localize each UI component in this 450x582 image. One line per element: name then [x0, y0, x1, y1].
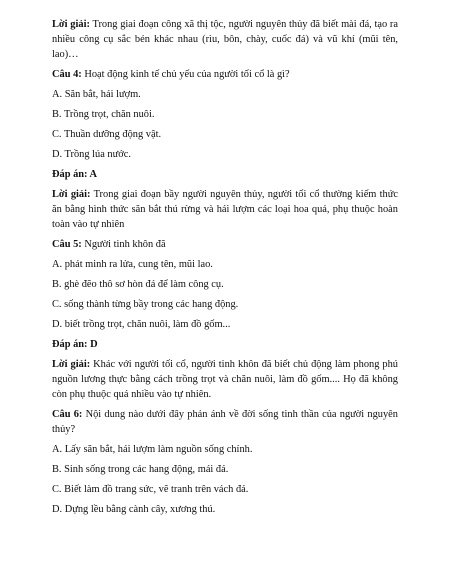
question-label: Câu 6: [52, 409, 83, 420]
option-c: C. Thuần dưỡng động vật. [52, 129, 162, 140]
option-d: D. biết trồng trọt, chăn nuôi, làm đồ gốm... [52, 319, 231, 330]
solution-text: còn phụ thuộc quá nhiều vào tự nhiên. [52, 389, 212, 400]
question-6: Câu 6: Nội dung nào dưới đây phản ánh về đời sống tinh thần của người nguyên [52, 409, 398, 420]
solution-text: lao)… [52, 49, 79, 60]
option-c: C. sống thành từng bầy trong các hang động. [52, 299, 239, 310]
option-a: A. phát minh ra lửa, cung tên, mũi lao. [52, 259, 213, 270]
solution-text: nhiều công cụ sắc bén khác nhau (rìu, bôn, chày, cuốc đá) và vũ khí (mũi tên, [52, 34, 398, 45]
solution-label: Lời giải: [52, 19, 90, 30]
question-4: Câu 4: Hoạt động kinh tế chủ yếu của người tối cổ là gì? [52, 69, 290, 80]
option-a: A. Săn bắt, hái lượm. [52, 89, 141, 100]
option-d: D. Trồng lúa nước. [52, 149, 131, 160]
solution-text: Lời giải: Trong giai đoạn công xã thị tộc, người nguyên thủy đã biết mài đá, tạo ra [52, 19, 398, 30]
solution-label: Lời giải: [52, 189, 91, 200]
solution-label: Lời giải: [52, 359, 91, 370]
question-5: Câu 5: Người tinh khôn đã [52, 239, 166, 250]
option-b: B. Sinh sống trong các hang động, mái đá. [52, 464, 229, 475]
question-label: Câu 4: [52, 69, 82, 80]
solution-text: Lời giải: Trong giai đoạn bầy người nguyên thủy, người tối cổ thường kiếm thức [52, 189, 398, 200]
solution-text: nguồn lương thực bằng cách trồng trọt và chăn nuôi, làm đồ gốm.... Họ đã không [52, 374, 398, 385]
option-c: C. Biết làm đồ trang sức, vẽ tranh trên vách đá. [52, 484, 249, 495]
question-label: Câu 5: [52, 239, 82, 250]
option-a: A. Lấy săn bắt, hái lượm làm nguồn sống chính. [52, 444, 253, 455]
option-b: B. Trồng trọt, chăn nuôi. [52, 109, 155, 120]
solution-text: toàn vào tự nhiên [52, 219, 125, 230]
answer: Đáp án: A [52, 169, 98, 180]
question-text: thủy? [52, 424, 76, 435]
answer: Đáp án: D [52, 339, 98, 350]
option-b: B. ghè đẽo thô sơ hòn đá để làm công cụ. [52, 279, 224, 290]
option-d: D. Dựng lều bằng cành cây, xương thú. [52, 504, 216, 515]
solution-text: ăn bằng hình thức săn bắt thú rừng và hái lượm các loại hoa quả, phụ thuộc hoàn [52, 204, 398, 215]
solution-text: Lời giải: Khác với người tối cổ, người tinh khôn đã biết chủ động làm phong phú [52, 359, 398, 370]
